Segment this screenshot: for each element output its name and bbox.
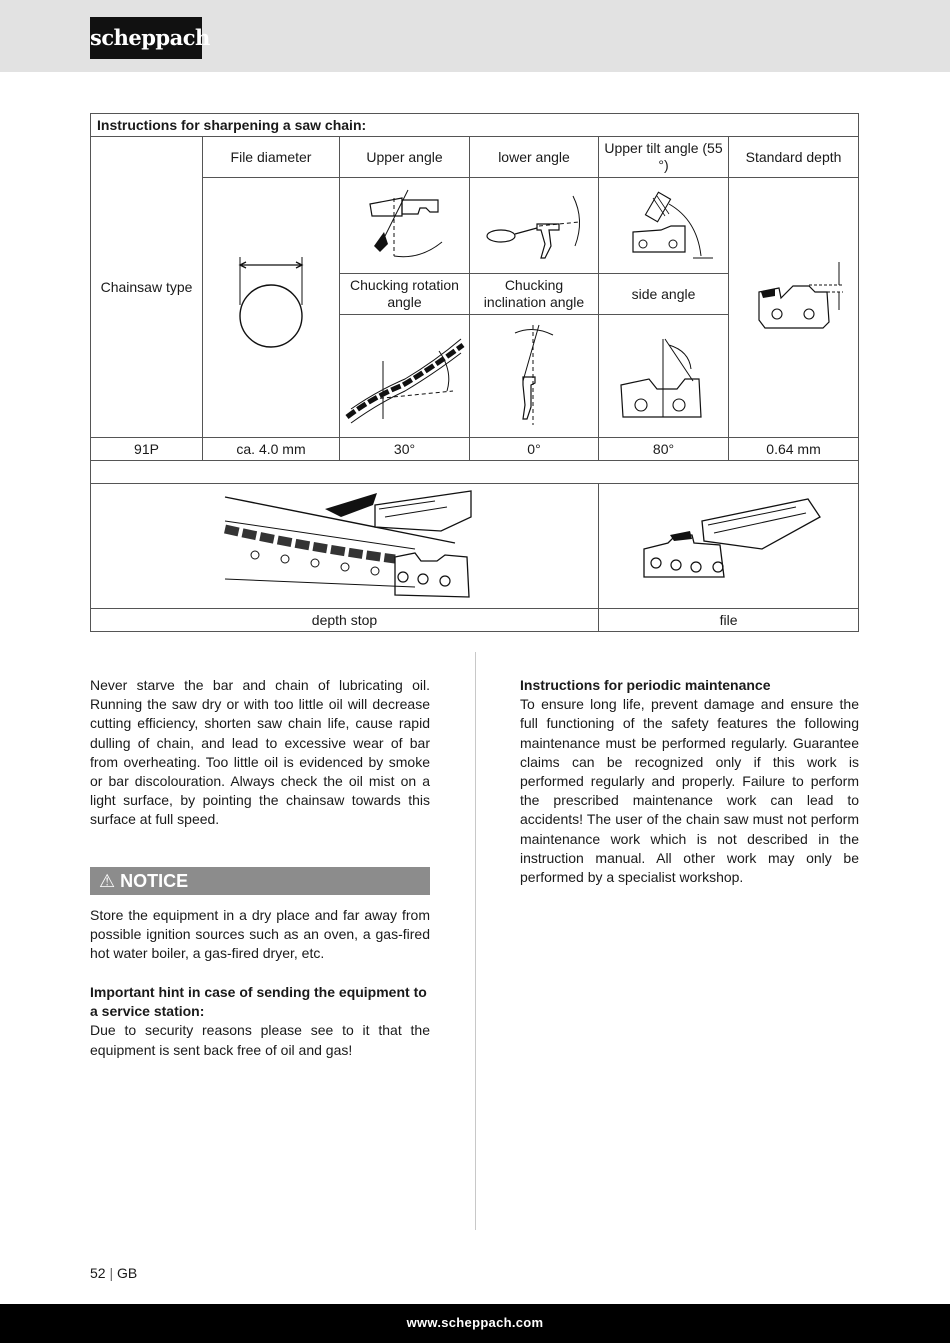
upper-tilt-angle-figure-cell xyxy=(599,178,729,274)
value-standard-depth: 0.64 mm xyxy=(729,438,859,461)
service-hint-section xyxy=(90,983,430,1060)
storage-text: Store the equipment in a dry place and far away from possible ignition sources such as an oven, a gas-fired hot water boiler, a gas-fired dryer, etc. xyxy=(90,907,430,962)
value-file-diameter: ca. 4.0 mm xyxy=(203,438,340,461)
value-upper-angle: 30° xyxy=(340,438,470,461)
file-diameter-figure-cell xyxy=(203,178,340,438)
chucking-rotation-icon xyxy=(343,321,467,431)
standard-depth-figure-cell xyxy=(729,178,859,438)
upper-tilt-angle-icon xyxy=(609,186,719,266)
chucking-inclination-figure-cell xyxy=(470,315,599,438)
footer-website: www.scheppach.com xyxy=(406,1315,544,1330)
header-standard-depth: Standard depth xyxy=(729,137,859,178)
maintenance-heading: Instructions for periodic maintenance xyxy=(520,677,771,693)
value-chainsaw-type: 91P xyxy=(91,438,203,461)
header-lower-angle: lower angle xyxy=(470,137,599,178)
side-angle-icon xyxy=(609,321,719,431)
page-number-value: 52 xyxy=(90,1265,106,1281)
chucking-rotation-figure-cell xyxy=(340,315,470,438)
column-divider xyxy=(475,652,476,1230)
service-hint-text: Due to security reasons please see to it that the equipment is sent back free of oil and gas! xyxy=(90,1022,430,1058)
lubrication-text: Never starve the bar and chain of lubricating oil. Running the saw dry or with too little oil will decrease cutting efficiency, shorten saw chain life, cause rapid dulling of chain, and lead to excessive wear of bar from overheating. Too little oil is evidenced by smoke or bar discolouration. Always check the oil mist on a light surface, by pointing the chainsaw towards this surface at full speed. xyxy=(90,677,430,828)
language-code: GB xyxy=(117,1265,138,1281)
service-hint-heading: Important hint in case of sending the equipment to a service station: xyxy=(90,984,427,1020)
caption-depth-stop: depth stop xyxy=(91,609,599,632)
lubrication-paragraph xyxy=(90,676,430,830)
subheader-side-angle: side angle xyxy=(599,274,729,315)
depth-stop-icon xyxy=(215,487,475,605)
subheader-chucking-rotation-angle: Chucking rotation angle xyxy=(340,274,470,315)
lower-angle-icon xyxy=(479,186,589,266)
header-upper-angle: Upper angle xyxy=(340,137,470,178)
maintenance-text: To ensure long life, prevent damage and ensure the full functioning of the safety features the following maintenance must be performed regularly. Guarantee claims can be recognized only if this work is performed regularly and properly. Failure to perform the prescribed maintenance work can lead to accidents! The user of the chain saw must not perform maintenance work which is not described in the instruction manual. All other work may only be performed by a specialist workshop. xyxy=(520,696,859,886)
value-side-angle: 80° xyxy=(599,438,729,461)
chucking-inclination-icon xyxy=(479,321,589,431)
row-label-chainsaw-type: Chainsaw type xyxy=(91,137,203,438)
side-angle-figure-cell xyxy=(599,315,729,438)
notice-label: NOTICE xyxy=(120,871,189,891)
value-lower-angle: 0° xyxy=(470,438,599,461)
lower-angle-figure-cell xyxy=(470,178,599,274)
sharpening-instructions-table xyxy=(90,113,859,632)
scheppach-logo: scheppach xyxy=(90,17,202,59)
standard-depth-icon xyxy=(739,258,849,358)
depth-stop-figure-cell xyxy=(91,484,599,609)
header-upper-tilt-angle: Upper tilt angle (55 °) xyxy=(599,137,729,178)
caption-file: file xyxy=(599,609,859,632)
file-icon xyxy=(634,491,824,601)
warning-triangle-icon: ⚠ xyxy=(99,871,116,891)
notice-banner xyxy=(90,867,430,895)
periodic-maintenance-section xyxy=(520,676,859,887)
upper-angle-icon xyxy=(350,186,460,266)
file-diameter-icon xyxy=(226,253,316,363)
empty-spacer-row xyxy=(91,461,859,484)
page-separator: | xyxy=(109,1265,114,1281)
file-figure-cell xyxy=(599,484,859,609)
subheader-chucking-inclination-angle: Chucking inclination angle xyxy=(470,274,599,315)
upper-angle-figure-cell xyxy=(340,178,470,274)
storage-paragraph xyxy=(90,906,430,964)
table-title: Instructions for sharpening a saw chain: xyxy=(91,114,859,137)
header-file-diameter: File diameter xyxy=(203,137,340,178)
page-number xyxy=(90,1265,137,1281)
